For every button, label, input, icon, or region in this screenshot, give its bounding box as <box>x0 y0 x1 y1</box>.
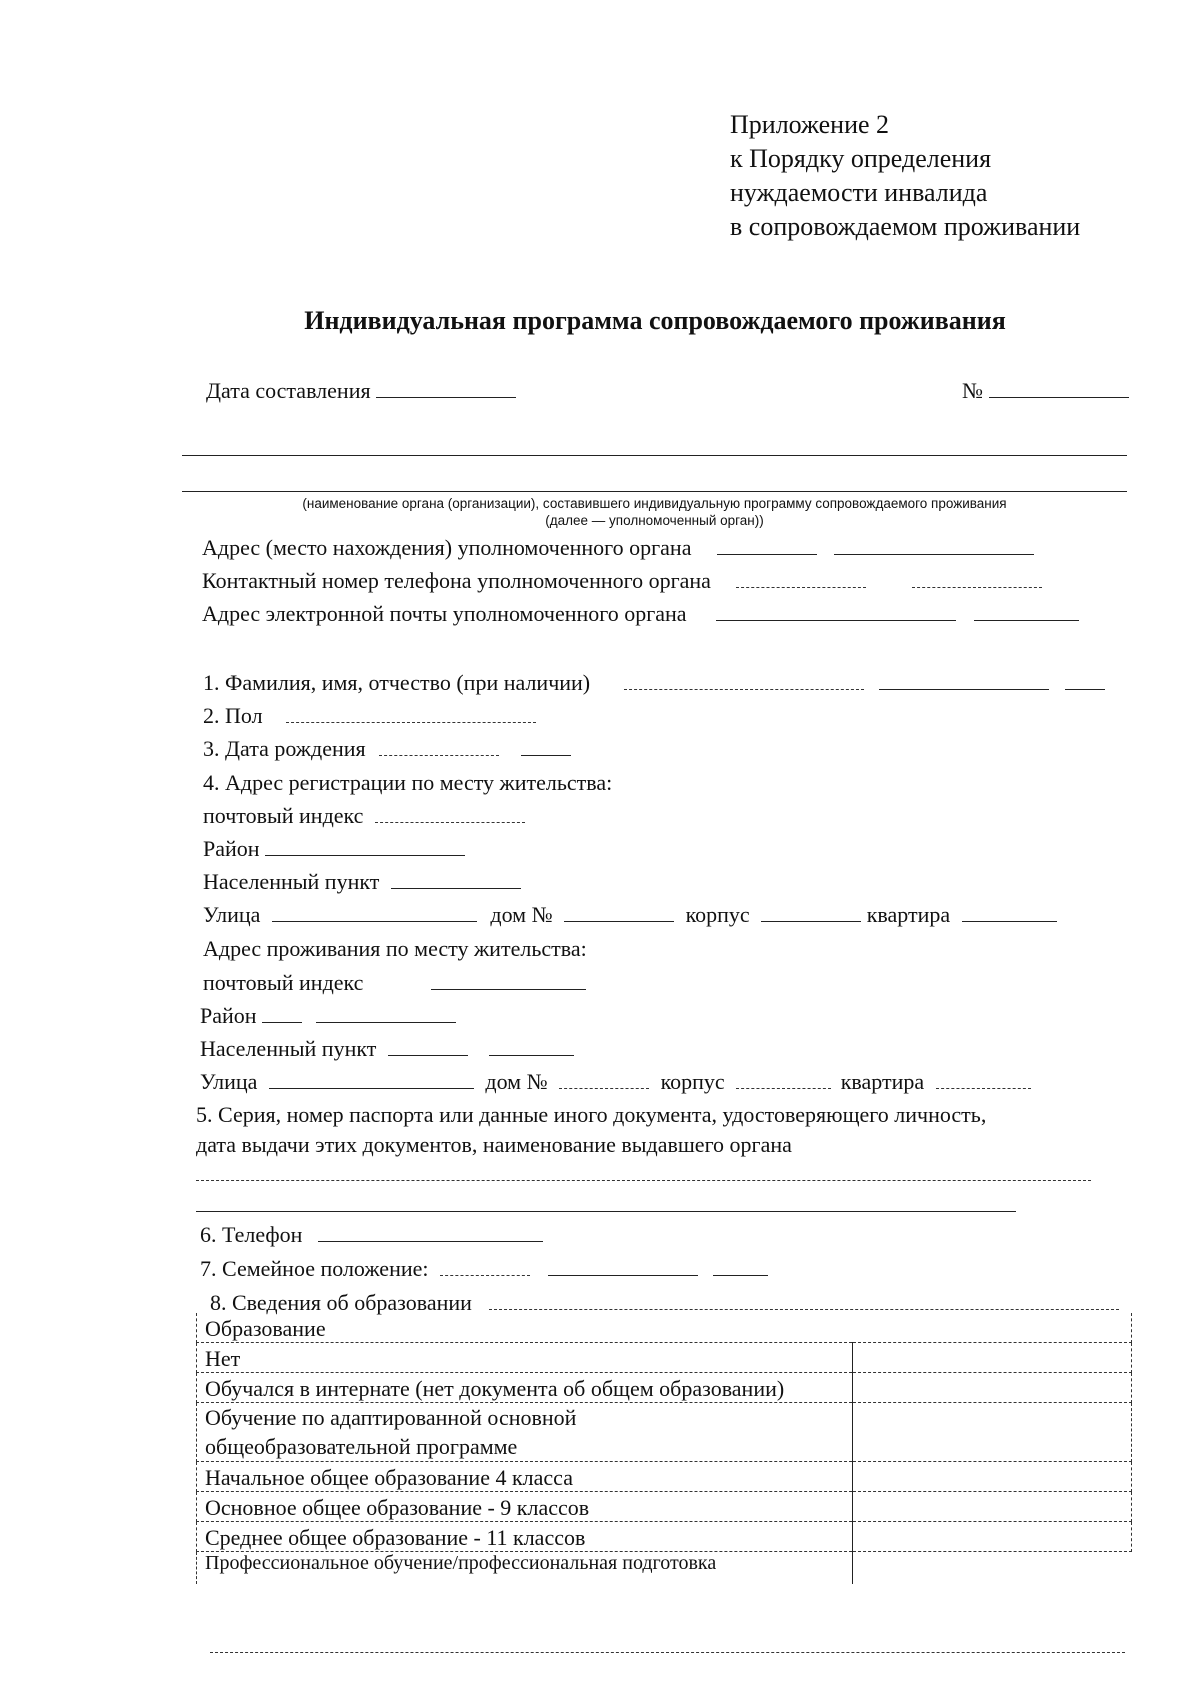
education-row-label-line: общеобразовательной программе <box>205 1434 518 1459</box>
organ-address-label: Адрес (место нахождения) уполномоченного органа <box>202 535 692 560</box>
education-row-label: Обучался в интернате (нет документа об общем образовании) <box>197 1373 853 1403</box>
table-row <box>197 1373 1132 1403</box>
table-row <box>197 1313 1132 1343</box>
fio-row <box>203 670 1105 696</box>
education-row-value[interactable] <box>852 1492 1131 1522</box>
phone-row <box>200 1222 543 1248</box>
appendix-block <box>730 108 1080 244</box>
fio-field[interactable] <box>879 688 1049 690</box>
live-building-field[interactable] <box>736 1087 831 1089</box>
organ-address-field[interactable] <box>834 553 1034 555</box>
number-row <box>962 378 1129 404</box>
organ-caption <box>182 495 1127 529</box>
live-district-row <box>200 1003 456 1029</box>
organ-address-row <box>202 535 1034 561</box>
reg-postal-row <box>203 803 525 829</box>
appendix-line: Приложение 2 <box>730 110 890 139</box>
education-row-label: Основное общее образование - 9 классов <box>197 1492 853 1522</box>
date-label: Дата составления <box>206 378 371 403</box>
organ-caption-line: (наименование органа (организации), составившего индивидуальную программу сопровождаемого проживания <box>302 496 1007 511</box>
passport-line: дата выдачи этих документов, наименование выдавшего органа <box>196 1132 792 1157</box>
education-row-label <box>197 1403 853 1462</box>
organ-phone-label: Контактный номер телефона уполномоченного органа <box>202 568 711 593</box>
table-row <box>197 1552 1132 1585</box>
birth-field[interactable] <box>521 754 571 756</box>
live-district-label: Район <box>200 1003 257 1028</box>
reg-postal-label: почтовый индекс <box>203 803 364 828</box>
organ-phone-field[interactable] <box>736 586 866 588</box>
reg-street-label: Улица <box>203 902 261 927</box>
phone-field[interactable] <box>318 1240 543 1242</box>
education-heading: 8. Сведения об образовании <box>210 1290 472 1315</box>
education-row-label: Профессиональное обучение/профессиональная подготовка <box>197 1552 853 1585</box>
organ-email-field[interactable] <box>974 619 1079 621</box>
education-heading-field[interactable] <box>489 1308 1119 1310</box>
live-postal-label: почтовый индекс <box>203 970 364 995</box>
reg-apartment-label: квартира <box>866 902 951 927</box>
live-locality-field[interactable] <box>388 1054 468 1056</box>
table-row <box>197 1492 1132 1522</box>
reg-district-label: Район <box>203 836 260 861</box>
date-row <box>206 378 516 404</box>
family-row <box>200 1256 768 1282</box>
education-row-value[interactable] <box>852 1343 1131 1373</box>
education-row-value[interactable] <box>852 1403 1131 1462</box>
education-row-label: Нет <box>197 1343 853 1373</box>
education-bottom-line <box>210 1652 1125 1653</box>
organ-caption-line: (далее — уполномоченный орган)) <box>545 513 764 528</box>
appendix-line: нуждаемости инвалида <box>730 178 988 207</box>
live-postal-row <box>203 970 586 996</box>
appendix-line: в сопровождаемом проживании <box>730 212 1081 241</box>
number-label: № <box>962 378 983 403</box>
live-locality-row <box>200 1036 574 1062</box>
live-street-field[interactable] <box>269 1087 474 1089</box>
organ-name-line[interactable] <box>182 491 1127 492</box>
organ-name-line[interactable] <box>182 455 1127 456</box>
number-field[interactable] <box>989 396 1129 398</box>
education-row-value[interactable] <box>852 1522 1131 1552</box>
education-row-label: Среднее общее образование - 11 классов <box>197 1522 853 1552</box>
family-label: 7. Семейное положение: <box>200 1256 429 1281</box>
table-row <box>197 1343 1132 1373</box>
live-house-field[interactable] <box>559 1087 649 1089</box>
reg-street-row <box>203 902 1057 928</box>
live-apartment-label: квартира <box>840 1069 925 1094</box>
education-row-value[interactable] <box>852 1373 1131 1403</box>
education-row-value[interactable] <box>852 1552 1131 1585</box>
reg-house-label: дом № <box>490 902 553 927</box>
live-postal-field[interactable] <box>431 988 586 990</box>
passport-line: 5. Серия, номер паспорта или данные иного документа, удостоверяющего личность, <box>196 1102 987 1127</box>
fio-field[interactable] <box>1065 688 1105 690</box>
reg-district-row <box>203 836 465 862</box>
table-row <box>197 1462 1132 1492</box>
organ-email-label: Адрес электронной почты уполномоченного органа <box>202 601 687 626</box>
education-row-label-line: Обучение по адаптированной основной <box>205 1405 577 1430</box>
live-building-label: корпус <box>660 1069 725 1094</box>
reg-street-field[interactable] <box>272 920 477 922</box>
reg-address-heading: 4. Адрес регистрации по месту жительства: <box>203 770 613 795</box>
education-row-value[interactable] <box>852 1462 1131 1492</box>
live-district-field[interactable] <box>316 1021 456 1023</box>
reg-apartment-field[interactable] <box>962 920 1057 922</box>
reg-locality-label: Населенный пункт <box>203 869 380 894</box>
table-row <box>197 1522 1132 1552</box>
live-district-field[interactable] <box>262 1021 302 1023</box>
family-field[interactable] <box>548 1274 698 1276</box>
reg-building-label: корпус <box>685 902 750 927</box>
sex-field[interactable] <box>286 721 536 723</box>
reg-district-field[interactable] <box>265 854 465 856</box>
fio-field[interactable] <box>624 688 864 690</box>
document-title: Индивидуальная программа сопровождаемого проживания <box>304 306 1006 335</box>
live-apartment-field[interactable] <box>936 1087 1031 1089</box>
family-field[interactable] <box>440 1274 530 1276</box>
organ-phone-field[interactable] <box>912 586 1042 588</box>
passport-field[interactable] <box>196 1180 1091 1181</box>
phone-label: 6. Телефон <box>200 1222 303 1247</box>
organ-email-field[interactable] <box>716 619 956 621</box>
live-locality-field[interactable] <box>489 1054 574 1056</box>
live-locality-label: Населенный пункт <box>200 1036 377 1061</box>
passport-field[interactable] <box>196 1211 1016 1212</box>
reg-locality-row <box>203 869 521 895</box>
education-row-label: Начальное общее образование 4 класса <box>197 1462 853 1492</box>
live-house-label: дом № <box>485 1069 548 1094</box>
fio-label: 1. Фамилия, имя, отчество (при наличии) <box>203 670 591 695</box>
reg-postal-field[interactable] <box>375 821 525 823</box>
reg-locality-field[interactable] <box>391 887 521 889</box>
birth-row <box>203 736 571 762</box>
organ-address-field[interactable] <box>717 553 817 555</box>
date-field[interactable] <box>376 396 516 398</box>
organ-email-row <box>202 601 1079 627</box>
education-table <box>196 1313 1132 1584</box>
birth-field[interactable] <box>379 754 499 756</box>
sex-row <box>203 703 536 729</box>
education-row-label: Образование <box>197 1313 1132 1343</box>
family-field[interactable] <box>713 1274 768 1276</box>
live-street-row <box>200 1069 1031 1095</box>
organ-phone-row <box>202 568 1042 594</box>
birth-label: 3. Дата рождения <box>203 736 366 761</box>
reg-house-field[interactable] <box>564 920 674 922</box>
live-address-heading: Адрес проживания по месту жительства: <box>203 936 587 961</box>
appendix-line: к Порядку определения <box>730 144 992 173</box>
sex-label: 2. Пол <box>203 703 263 728</box>
live-street-label: Улица <box>200 1069 258 1094</box>
table-row <box>197 1403 1132 1462</box>
reg-building-field[interactable] <box>761 920 861 922</box>
